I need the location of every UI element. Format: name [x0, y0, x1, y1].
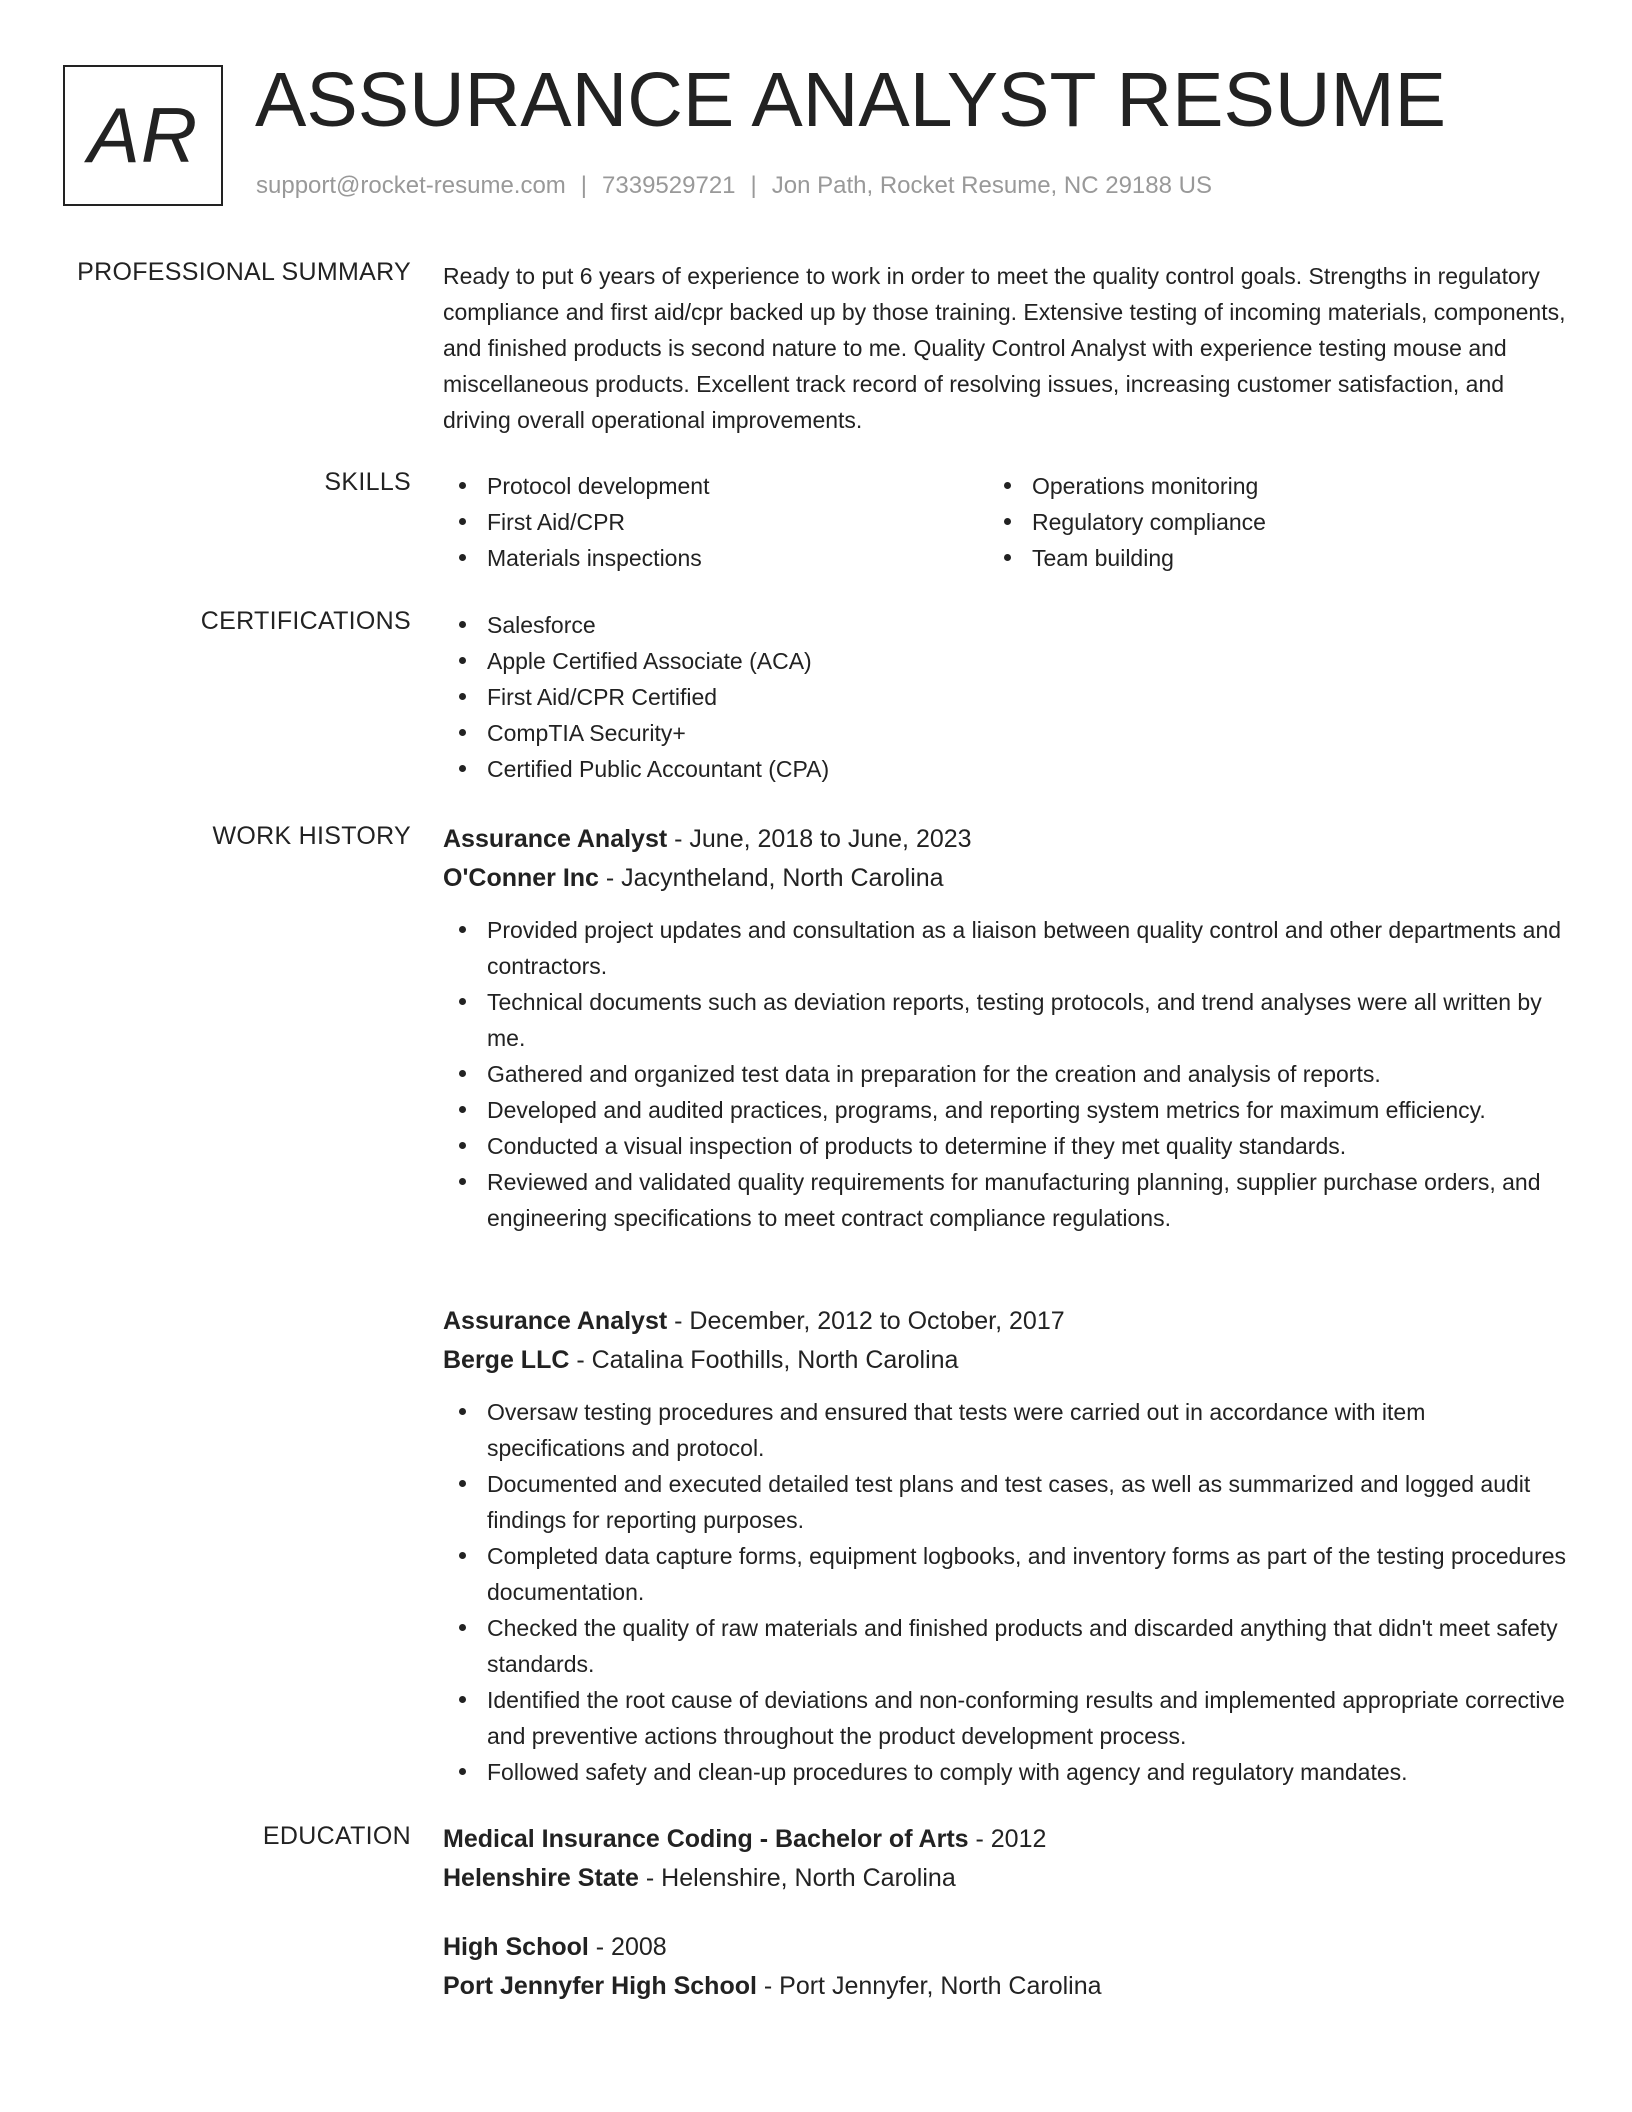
contact-line: [256, 172, 1212, 200]
education-entry: [443, 1820, 1568, 1898]
job-bullet: Checked the quality of raw materials and finished products and discarded anything that didn't meet safety standards.: [443, 1610, 1568, 1682]
job-title-line: [443, 820, 1568, 859]
certification-item: Apple Certified Associate (ACA): [443, 643, 1568, 679]
education-year: - 2008: [588, 1933, 667, 1961]
education-location: - Port Jennyfer, North Carolina: [756, 1972, 1102, 2000]
contact-phone: 7339529721: [602, 172, 736, 199]
skill-item: Protocol development: [443, 468, 988, 504]
education-degree: High School: [443, 1933, 589, 1961]
job-location: - Jacyntheland, North Carolina: [598, 864, 944, 892]
skill-item: First Aid/CPR: [443, 504, 988, 540]
job-bullet: Gathered and organized test data in preparation for the creation and analysis of reports.: [443, 1056, 1568, 1092]
job-dates: - June, 2018 to June, 2023: [667, 825, 972, 853]
job-dates: - December, 2012 to October, 2017: [667, 1307, 1065, 1335]
skill-item: Regulatory compliance: [988, 504, 1533, 540]
skill-item: Materials inspections: [443, 540, 988, 576]
skills-list-right: [988, 468, 1533, 576]
certifications-body: [443, 607, 1568, 787]
job-bullets: [443, 1394, 1568, 1790]
job-company: O'Conner Inc: [443, 864, 599, 892]
education-label: EDUCATION: [262, 1822, 411, 1850]
job-entry: [443, 1302, 1568, 1790]
job-title: Assurance Analyst: [443, 825, 668, 853]
certification-item: First Aid/CPR Certified: [443, 679, 1568, 715]
skill-item: Team building: [988, 540, 1533, 576]
summary-text: Ready to put 6 years of experience to work in order to meet the quality control goals. Strengths in regulatory compliance and first aid/cpr backed up by those training. Extensive testing of incoming materials, components, and finished products is second nature to me. Quality Control Analyst with experience testing mouse and miscellaneous products. Excellent track record of resolving issues, increasing customer satisfaction, and driving overall operational improvements.: [443, 263, 1566, 433]
contact-separator: |: [750, 172, 757, 199]
skills-list-left: [443, 468, 988, 576]
job-company: Berge LLC: [443, 1346, 570, 1374]
job-bullet: Followed safety and clean-up procedures to comply with agency and regulatory mandates.: [443, 1754, 1568, 1790]
education-school-line: [443, 1967, 1568, 2006]
job-title: Assurance Analyst: [443, 1307, 668, 1335]
contact-address: Jon Path, Rocket Resume, NC 29188 US: [771, 172, 1212, 199]
contact-email: support@rocket-resume.com: [256, 172, 566, 199]
job-bullet: Documented and executed detailed test plans and test cases, as well as summarized and logged audit findings for reporting purposes.: [443, 1466, 1568, 1538]
education-entry: [443, 1928, 1568, 2006]
job-location: - Catalina Foothills, North Carolina: [569, 1346, 959, 1374]
job-bullet: Completed data capture forms, equipment logbooks, and inventory forms as part of the testing procedures documentation.: [443, 1538, 1568, 1610]
job-bullet: Oversaw testing procedures and ensured that tests were carried out in accordance with item specifications and protocol.: [443, 1394, 1568, 1466]
monogram-initials: AR: [87, 91, 199, 179]
certifications-label: CERTIFICATIONS: [200, 607, 411, 635]
job-bullet: Reviewed and validated quality requirements for manufacturing planning, supplier purchase orders, and engineering specifications to meet contract compliance regulations.: [443, 1164, 1568, 1236]
summary-label: PROFESSIONAL SUMMARY: [77, 258, 411, 286]
education-school: Port Jennyfer High School: [443, 1972, 757, 2000]
page-title: ASSURANCE ANALYST RESUME: [255, 57, 1446, 143]
certification-item: CompTIA Security+: [443, 715, 1568, 751]
job-title-line: [443, 1302, 1568, 1341]
job-bullet: Technical documents such as deviation reports, testing protocols, and trend analyses were all written by me.: [443, 984, 1568, 1056]
job-company-line: [443, 859, 1568, 898]
education-degree-line: [443, 1928, 1568, 1967]
education-degree-line: [443, 1820, 1568, 1859]
job-company-line: [443, 1341, 1568, 1380]
contact-separator: |: [580, 172, 588, 199]
education-location: - Helenshire, North Carolina: [638, 1864, 956, 1892]
job-entry: [443, 820, 1568, 1236]
education-year: - 2012: [968, 1825, 1047, 1853]
certification-item: Salesforce: [443, 607, 1568, 643]
certification-item: Certified Public Accountant (CPA): [443, 751, 1568, 787]
job-bullet: Identified the root cause of deviations and non-conforming results and implemented appropriate corrective and preventive actions throughout the product development process.: [443, 1682, 1568, 1754]
education-degree: Medical Insurance Coding - Bachelor of Arts: [443, 1825, 969, 1853]
job-bullets: [443, 912, 1568, 1236]
job-bullet: Conducted a visual inspection of products to determine if they met quality standards.: [443, 1128, 1568, 1164]
job-bullet: Developed and audited practices, programs, and reporting system metrics for maximum efficiency.: [443, 1092, 1568, 1128]
education-school: Helenshire State: [443, 1864, 639, 1892]
skill-item: Operations monitoring: [988, 468, 1533, 504]
work-history-label: WORK HISTORY: [212, 822, 411, 850]
job-bullet: Provided project updates and consultation as a liaison between quality control and other departments and contractors.: [443, 912, 1568, 984]
skills-columns: [443, 468, 1568, 576]
certifications-list: [443, 607, 1568, 787]
education-school-line: [443, 1859, 1568, 1898]
skills-label: SKILLS: [324, 468, 411, 496]
monogram-box: [63, 65, 223, 206]
